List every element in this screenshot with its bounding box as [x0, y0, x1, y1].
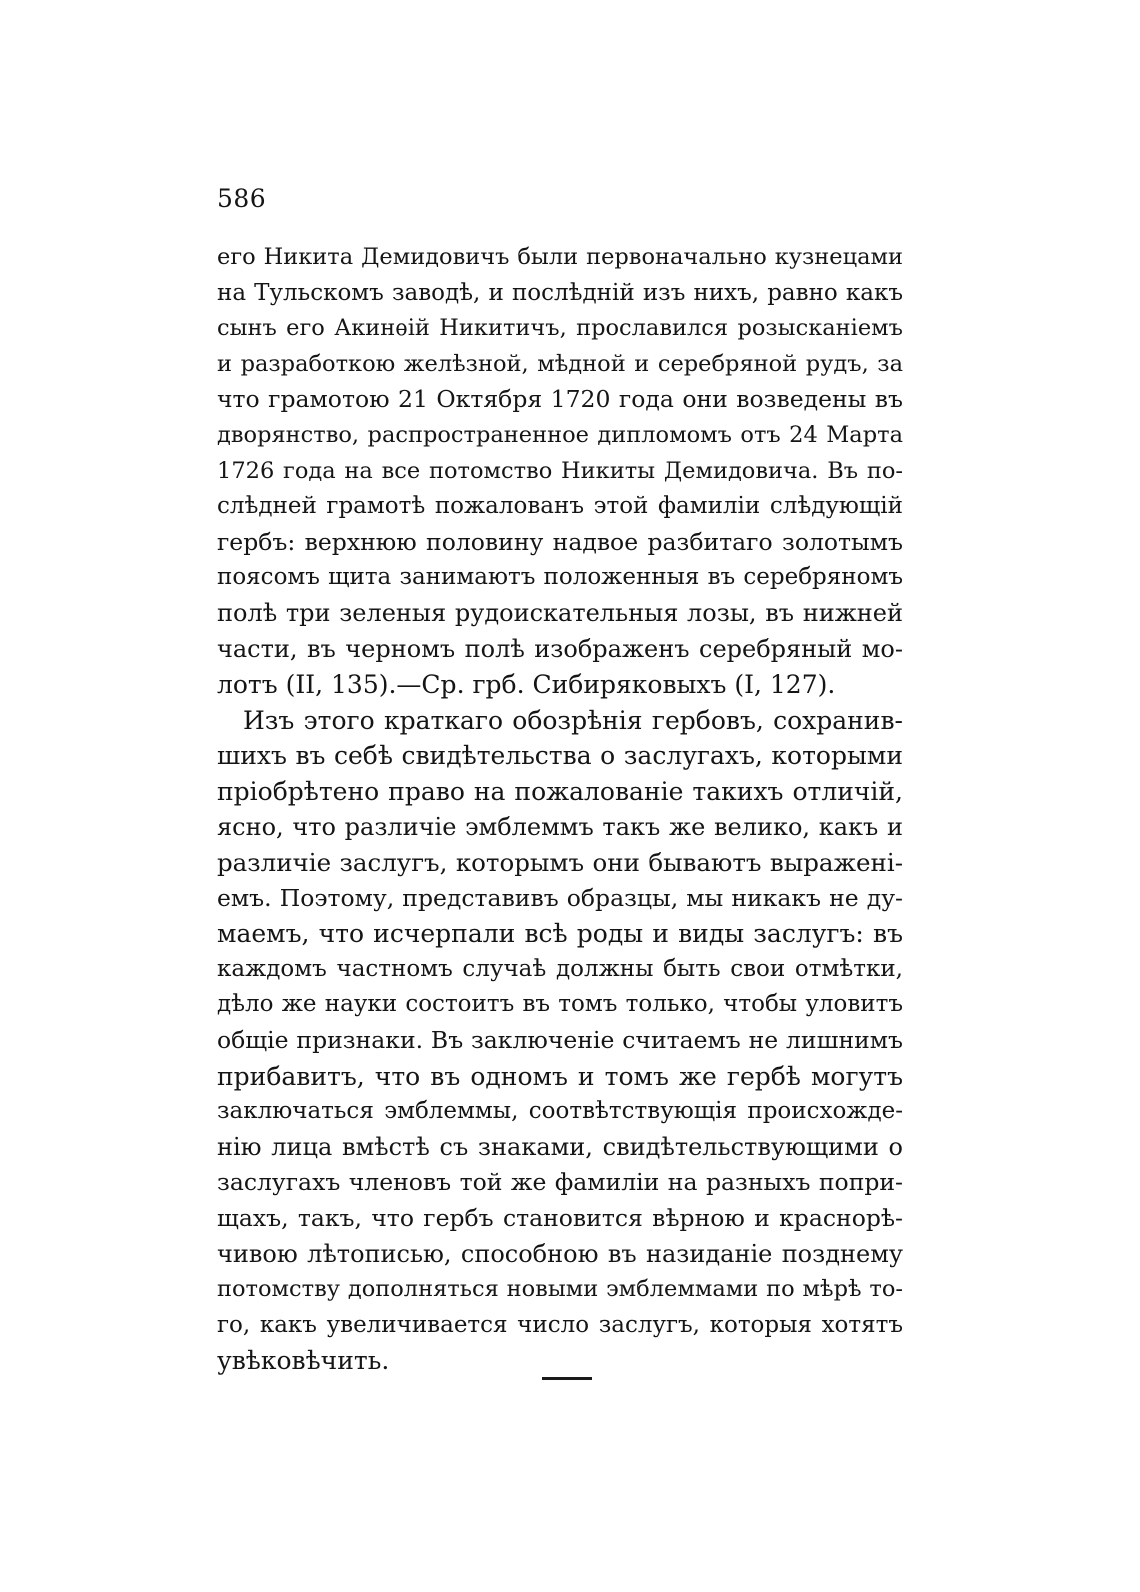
text-line: каждомъ частномъ случаѣ должны быть свои отмѣтки, [217, 955, 903, 982]
text-line: Изъ этого краткаго обозрѣнiя гербовъ, сохранив- [243, 705, 903, 735]
text-line: прiобрѣтено право на пожалованiе такихъ отличiй, [217, 776, 903, 806]
text-line: ясно, что различiе эмблеммъ такъ же велико, какъ и [217, 812, 903, 841]
text-line: полѣ три зеленыя рудоискательныя лозы, въ нижней [217, 598, 903, 627]
text-line: общiе признаки. Въ заключенiе считаемъ не лишнимъ [217, 1026, 903, 1055]
page-number: 586 [217, 184, 267, 213]
text-line: прибавитъ, что въ одномъ и томъ же гербѣ могутъ [217, 1061, 903, 1091]
text-line: и разработкою желѣзной, мѣдной и серебряной рудъ, за [217, 350, 903, 377]
text-line: гербъ: верхнюю половину надвое разбитаго золотымъ [217, 527, 903, 556]
text-line: слѣдней грамотѣ пожалованъ этой фамилiи слѣдующiй [217, 493, 903, 520]
body-text [217, 240, 903, 1379]
text-line: лотъ (II, 135).—Ср. грб. Сибиряковыхъ (I, 127). [217, 670, 836, 700]
text-line: сынъ его Акинѳiй Никитичъ, прославился розысканiемъ [217, 315, 903, 342]
text-line: емъ. Поэтому, представивъ образцы, мы никакъ не ду- [217, 883, 903, 912]
text-line: 1726 года на все потомство Никиты Демидовича. Въ по- [217, 457, 903, 484]
text-line: заключаться эмблеммы, соотвѣтствующiя происхожде- [217, 1098, 903, 1125]
paragraph-1 [217, 240, 903, 703]
text-line: маемъ, что исчерпали всѣ роды и виды заслугъ: въ [217, 919, 903, 949]
paragraph-2 [217, 703, 903, 1379]
text-line: части, въ черномъ полѣ изображенъ серебряный мо- [217, 634, 903, 663]
end-rule [542, 1377, 592, 1380]
text-line: шихъ въ себѣ свидѣтельства о заслугахъ, которыми [217, 741, 903, 771]
text-line: дворянство, распространенное дипломомъ отъ 24 Марта [217, 421, 903, 448]
text-line: различiе заслугъ, которымъ они бываютъ выраженi- [217, 848, 903, 878]
text-line: его Никита Демидовичъ были первоначально кузнецами [217, 244, 903, 270]
text-line: поясомъ щита занимаютъ положенныя въ серебряномъ [217, 564, 903, 591]
text-line: что грамотою 21 Октября 1720 года они возведены въ [217, 385, 903, 414]
text-line: дѣло же науки состоитъ въ томъ только, чтобы уловитъ [217, 991, 903, 1018]
text-line: потомству дополняться новыми эмблеммами по мѣрѣ то- [217, 1276, 903, 1303]
text-line: на Тульскомъ заводѣ, и послѣднiй изъ нихъ, равно какъ [217, 279, 903, 306]
text-line: го, какъ увеличивается число заслугъ, которыя хотятъ [217, 1311, 903, 1338]
text-line: нiю лица вмѣстѣ съ знаками, свидѣтельствующими о [217, 1132, 903, 1161]
text-line: увѣковѣчить. [217, 1346, 390, 1376]
text-line: щахъ, такъ, что гербъ становится вѣрною и краснорѣ- [217, 1204, 903, 1233]
text-line: чивою лѣтописью, способною въ назиданiе позднему [217, 1239, 903, 1268]
text-line: заслугахъ членовъ той же фамилiи на разныхъ попри- [217, 1168, 903, 1197]
